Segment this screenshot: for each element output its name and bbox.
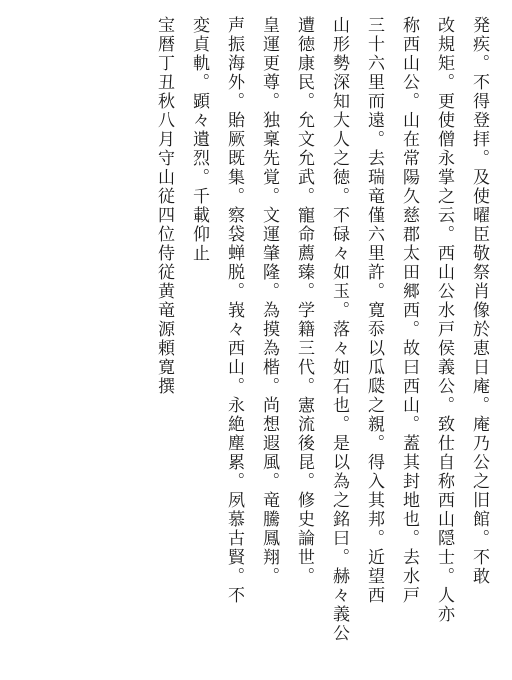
text-column-3: 称西山公。山在常陽久慈郡太田郷西。故曰西山。蓋其封地也。去水戸	[399, 16, 419, 605]
text-column-6: 遭徳康民。允文允武。寵命薦臻。学籍三代。憲流後昆。修史論世。	[294, 16, 314, 586]
vertical-text-body	[146, 16, 496, 656]
text-column-5: 山形勢深知大人之徳。不碌々如玉。落々如石也。是以為之銘曰。赫々義公	[329, 16, 349, 643]
text-column-2: 改規矩。更使僧永掌之云。西山公水戸侯義公。致仕自称西山隠士。人亦	[434, 16, 454, 624]
text-column-7: 皇運更尊。独稟先覚。文運肇隆。為摸為楷。尚想遐風。竜騰鳳翔。	[259, 16, 279, 586]
text-column-1: 発疾。不得登拝。及使曜臣敬祭肖像於恵日庵。庵乃公之旧館。不敢	[469, 16, 489, 586]
text-column-10: 宝暦丁丑秋八月守山従四位侍従黄竜源頼寛撰	[154, 16, 174, 396]
text-column-4: 三十六里而遠。去瑞竜僅六里許。寛忝以瓜瓞之親。得入其邦。近望西	[364, 16, 384, 605]
text-column-9: 変貞軌。顕々遺烈。千載仰止	[189, 16, 209, 263]
text-column-8: 声振海外。貽厥既集。察袋蝉脱。峩々西山。永絶塵累。夙慕古賢。不	[224, 16, 244, 605]
